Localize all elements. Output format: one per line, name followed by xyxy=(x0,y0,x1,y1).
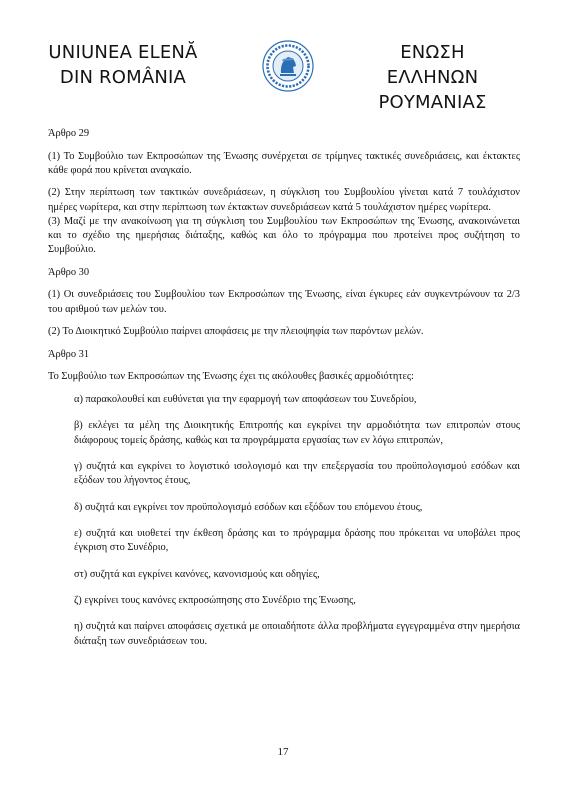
header-right-line1: ΕΝΩΣΗ ΕΛΛΗΝΩΝ xyxy=(386,42,479,88)
list-item: β) εκλέγει τα μέλη της Διοικητικής Επιτροπής και εγκρίνει την αρμοδιότητα των επιτροπών στους διάφορους τομείς δράσης, καθώς και τα προγράμματα εργασίας των εν λόγω επιτροπών, xyxy=(74,420,520,446)
article-30-heading: Άρθρο 30 xyxy=(48,266,90,278)
header-left-line1: UNIUNEA ELENĂ xyxy=(48,42,198,63)
article-31-heading: Άρθρο 31 xyxy=(48,348,90,360)
article-29-paragraph-3: (3) Μαζί με την ανακοίνωση για τη σύγκλιση του Συμβουλίου των Εκπροσώπων της Ένωσης, ανακοινώνεται και το σχέδιο της ημερήσιας διάταξης, καθώς και όλο το πρόγραμμα που προτείνει προς συζήτηση το Συμβούλιο. xyxy=(48,215,520,256)
union-seal-icon xyxy=(262,40,314,92)
page-number: 17 xyxy=(277,746,289,758)
header-right-line2: ΡΟΥΜΑΝΙΑΣ xyxy=(378,92,487,113)
article-29-paragraph-1: (1) Το Συμβούλιο των Εκπροσώπων της Ένωσης συνέρχεται σε τρίμηνες τακτικές συνεδριάσεις, και έκτακτες κάθε φορά που κρίνεται αναγκαίο. xyxy=(48,150,520,176)
header-left-line2: DIN ROMÂNIA xyxy=(59,67,187,88)
document-body xyxy=(48,127,520,661)
article-31-intro: Το Συμβούλιο των Εκπροσώπων της Ένωσης έχει τις ακόλουθες βασικές αρμοδιότητες: xyxy=(48,371,414,383)
list-item: στ) συζητά και εγκρίνει κανόνες, κανονισμούς και οδηγίες, xyxy=(74,568,320,580)
list-item: η) συζητά και παίρνει αποφάσεις σχετικά με οποιαδήποτε άλλα προβλήματα εγγεγραμμένα στην ημερήσια διάταξη των συνεδριάσεων του. xyxy=(74,621,520,647)
article-29-heading: Άρθρο 29 xyxy=(48,128,90,139)
article-29-paragraph-2: (2) Στην περίπτωση των τακτικών συνεδριάσεων, η σύγκλιση του Συμβουλίου γίνεται κατά 7 τουλάχιστον ημέρες νωρίτερα, και στην περίπτωση των έκτακτων συνεδριάσεων κατά 5 τουλάχιστον ημέρες νωρίτερα. xyxy=(48,187,520,213)
header-right-title xyxy=(355,40,510,115)
list-item: α) παρακολουθεί και ευθύνεται για την εφαρμογή των αποφάσεων του Συνεδρίου, xyxy=(74,393,417,405)
article-30-paragraph-2: (2) Το Διοικητικό Συμβούλιο παίρνει αποφάσεις με την πλειοψηφία των παρόντων μελών. xyxy=(48,326,424,338)
header-left-title xyxy=(48,40,198,90)
list-item: γ) συζητά και εγκρίνει το λογιστικό ισολογισμό και την επεξεργασία του προϋπολογισμού εσόδων και εξόδων του λήγοντος έτους, xyxy=(74,460,520,487)
list-item: ε) συζητά και υιοθετεί την έκθεση δράσης και το πρόγραμμα δράσης που πρόκειται να υποβάλει προς έγκριση στο Συνέδριο, xyxy=(74,527,520,554)
list-item: ζ) εγκρίνει τους κανόνες εκπροσώπησης στο Συνέδριο της Ένωσης, xyxy=(74,594,356,606)
article-30-paragraph-1: (1) Οι συνεδριάσεις του Συμβουλίου των Εκπροσώπων της Ένωσης, είναι έγκυρες εάν συγκεντρώνουν τα 2/3 του αριθμού των μελών του. xyxy=(48,289,520,315)
list-item: δ) συζητά και εγκρίνει τον προϋπολογισμό εσόδων και εξόδων του επόμενου έτους, xyxy=(74,501,423,513)
